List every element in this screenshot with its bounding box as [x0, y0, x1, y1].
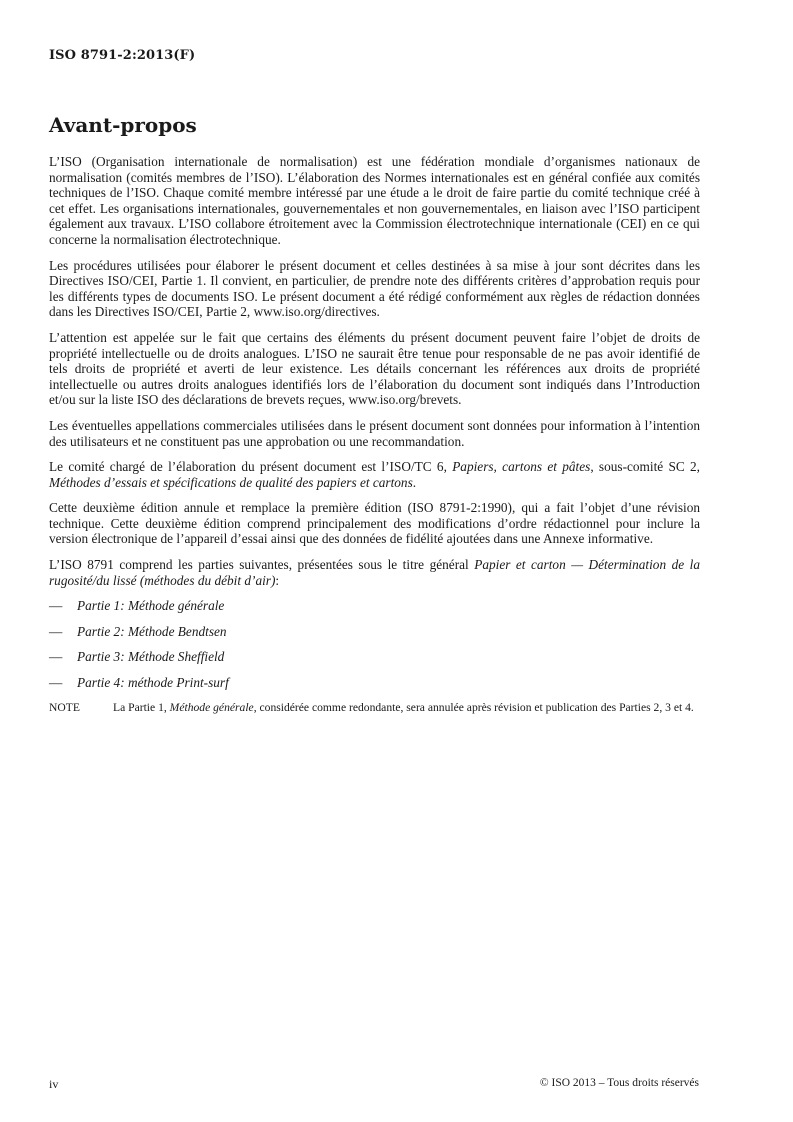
paragraph-edition: Cette deuxième édition annule et remplace la première édition (ISO 8791-2:1990), qui a fait l’objet d’une révision technique. Cette deuxième édition comprend principalement des modifications d’ordre rédactionnel pour inclure la version électronique de l’appareil d’essai ainsi que des données de fidélité ajoutées dans une Annexe informative.	[49, 500, 700, 547]
paragraph-patent-rights: L’attention est appelée sur le fait que certains des éléments du présent document peuvent faire l’objet de droits de propriété intellectuelle ou de droits analogues. L’ISO ne saurait être tenue pour responsable de ne pas avoir identifié de tels droits de propriété et averti de leur existence. Les détails concernant les références aux droits de propriété intellectuelle ou autres droits analogues identifiés lors de l’élaboration du document sont indiqués dans l’Introduction et/ou sur la liste ISO des déclarations de brevets reçues, www.iso.org/brevets.	[49, 329, 700, 408]
page-number: iv	[49, 1077, 59, 1091]
part-label: Partie 2: Méthode Bendtsen	[77, 623, 227, 639]
list-item-part-2	[49, 624, 700, 640]
paragraph-iso-intro: L’ISO (Organisation internationale de normalisation) est une fédération mondiale d’organismes nationaux de normalisation (comités membres de l’ISO). L’élaboration des Normes internationales est en général confiée aux comités techniques de l’ISO. Chaque comité membre intéressé par une étude a le droit de faire partie du comité technique créé à cet effet. Les organisations internationales, gouvernementales et non gouvernementales, en liaison avec l’ISO participent également aux travaux. L’ISO collabore étroitement avec la Commission électrotechnique internationale (CEI) en ce qui concerne la normalisation électrotechnique.	[49, 154, 700, 247]
part-label: Partie 3: Méthode Sheffield	[77, 649, 225, 665]
committee-text-3: .	[412, 474, 417, 490]
note-part-name: Méthode générale	[169, 700, 254, 714]
parts-intro-text: L’ISO 8791 comprend les parties suivantes, présentées sous le titre général	[49, 557, 475, 573]
committee-name: Papiers, cartons et pâtes	[452, 459, 591, 475]
paragraph-parts-intro	[49, 557, 700, 588]
list-item-part-4	[49, 675, 700, 691]
copyright-notice: © ISO 2013 – Tous droits réservés	[539, 1077, 699, 1089]
part-label: Partie 1: Méthode générale	[77, 598, 225, 614]
paragraph-committee	[49, 459, 700, 490]
page-title: Avant-propos	[49, 113, 197, 137]
list-dash: —	[49, 649, 63, 665]
committee-text-1: Le comité chargé de l’élaboration du présent document est l’ISO/TC 6,	[49, 459, 453, 475]
list-item-part-3	[49, 649, 700, 665]
list-dash: —	[49, 675, 63, 691]
list-dash: —	[49, 598, 63, 614]
committee-text-2: , sous-comité SC 2,	[590, 459, 701, 475]
paragraph-trade-names: Les éventuelles appellations commerciales utilisées dans le présent document sont données pour information à l’intention des utilisateurs et ne constituent pas une approbation ou une recommandation.	[49, 417, 700, 449]
part-label: Partie 4: méthode Print-surf	[77, 675, 229, 691]
list-dash: —	[49, 623, 63, 639]
note	[49, 701, 700, 715]
subcommittee-name: Méthodes d’essais et spécifications de qualité des papiers et cartons	[49, 474, 413, 490]
parts-intro-colon: :	[275, 572, 280, 588]
note-text-1: La Partie 1,	[113, 700, 170, 714]
note-text-2: , considérée comme redondante, sera annulée après révision et publication des Parties 2, 3 et 4.	[253, 700, 694, 714]
general-title: Papier et carton — Détermination de la rugosité/du lissé (méthodes du débit d’air)	[49, 557, 701, 588]
note-label: NOTE	[49, 700, 80, 714]
document-body	[49, 154, 700, 715]
paragraph-procedures: Les procédures utilisées pour élaborer le présent document et celles destinées à sa mise à jour sont décrites dans les Directives ISO/CEI, Partie 1. Il convient, en particulier, de prendre note des différents critères d’approbation requis pour les différents types de documents ISO. Le présent document a été rédigé conformément aux règles de rédaction données dans les Directives ISO/CEI, Partie 2, www.iso.org/directives.	[49, 257, 700, 320]
document-id-header: ISO 8791-2:2013(F)	[49, 48, 196, 63]
list-item-part-1	[49, 598, 700, 614]
